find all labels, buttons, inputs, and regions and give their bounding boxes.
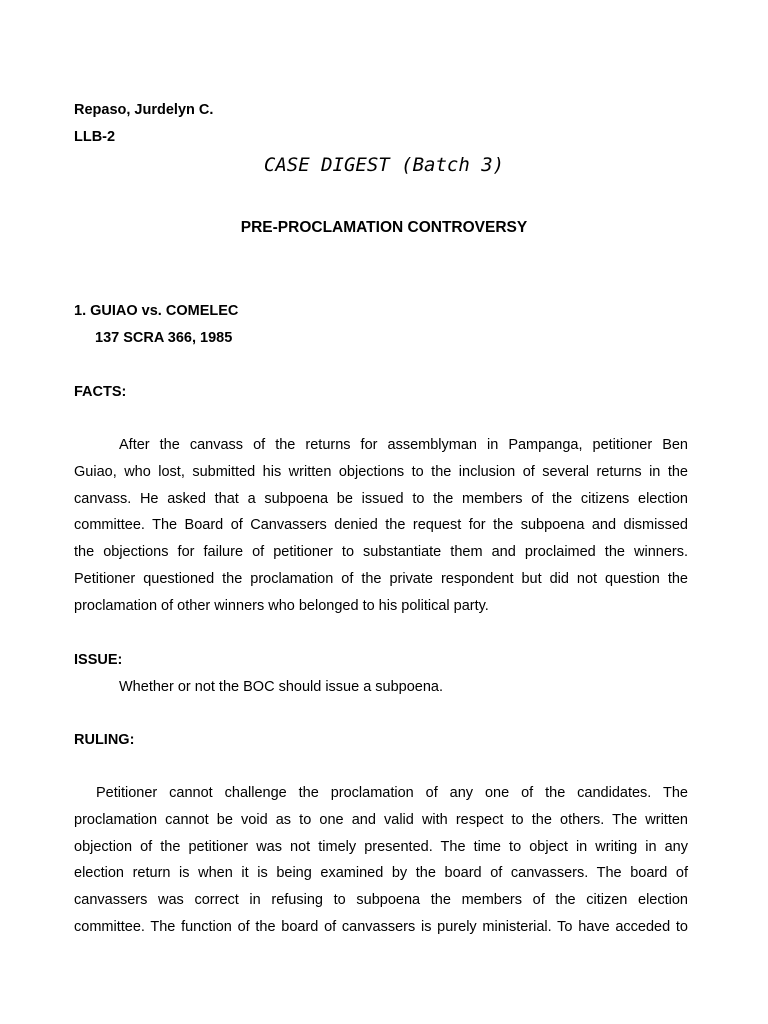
ruling-line: election return is when it is being examined by the board of canvassers. The board of <box>74 865 688 882</box>
topic-heading: PRE-PROCLAMATION CONTROVERSY <box>240 219 528 236</box>
facts-line: After the canvass of the returns for assemblyman in Pampanga, petitioner Ben <box>119 437 688 453</box>
facts-line: the objections for failure of petitioner to substantiate them and proclaimed the winners. <box>74 544 688 561</box>
facts-paragraph <box>74 432 688 620</box>
ruling-line: canvassers was correct in refusing to subpoena the members of the citizen election <box>74 892 688 909</box>
author-name: Repaso, Jurdelyn C. <box>74 102 214 118</box>
facts-line: Guiao, who lost, submitted his written objections to the inclusion of several returns in the <box>74 463 688 480</box>
facts-line: committee. The Board of Canvassers denied the request for the subpoena and dismissed <box>74 517 688 534</box>
facts-line: Petitioner questioned the proclamation of the private respondent but did not question the <box>74 570 688 587</box>
ruling-paragraph <box>74 780 688 941</box>
ruling-line: proclamation cannot be void as to one and valid with respect to the others. The written <box>74 811 688 828</box>
ruling-line: objection of the petitioner was not timely presented. The time to object in writing in any <box>74 838 688 855</box>
document-title: CASE DIGEST (Batch 3) <box>263 154 505 176</box>
facts-heading: FACTS: <box>74 384 127 400</box>
case-title: 1. GUIAO vs. COMELEC <box>74 303 239 319</box>
ruling-line: Petitioner cannot challenge the proclamation of any one of the candidates. The <box>96 785 688 801</box>
class-section: LLB-2 <box>74 129 116 145</box>
ruling-line: committee. The function of the board of canvassers is purely ministerial. To have acceded to <box>74 918 688 935</box>
issue-heading: ISSUE: <box>74 652 123 668</box>
facts-line: proclamation of other winners who belonged to his political party. <box>74 597 489 614</box>
ruling-heading: RULING: <box>74 732 135 748</box>
case-citation: 137 SCRA 366, 1985 <box>95 330 233 346</box>
facts-line: canvass. He asked that a subpoena be issued to the members of the citizens election <box>74 490 688 507</box>
issue-text: Whether or not the BOC should issue a subpoena. <box>119 679 444 695</box>
